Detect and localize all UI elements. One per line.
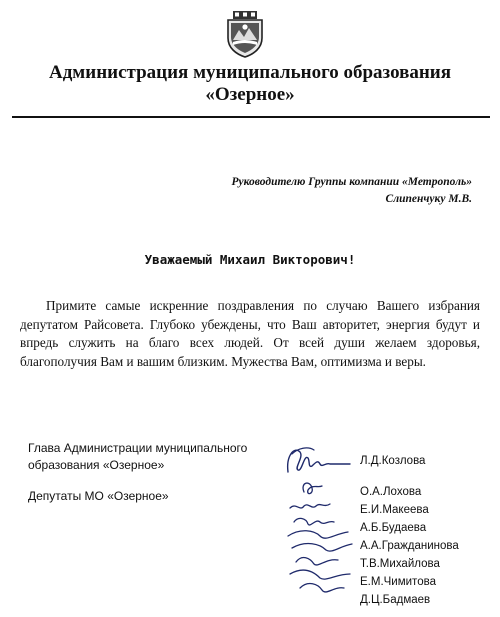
deputy-name: Д.Ц.Бадмаев bbox=[360, 594, 431, 606]
salutation: Уважаемый Михаил Викторович! bbox=[144, 252, 356, 267]
coat-of-arms-icon bbox=[225, 10, 265, 58]
header-divider bbox=[12, 116, 490, 118]
organization-title-line-1: Администрация муниципального образования bbox=[48, 62, 452, 83]
organization-title-line-2: «Озерное» bbox=[205, 84, 295, 105]
deputy-name: Е.М.Чимитова bbox=[360, 576, 436, 588]
recipient-name: Слипенчуку М.В. bbox=[385, 193, 472, 205]
organization-title bbox=[0, 62, 500, 106]
deputies-signatures bbox=[270, 478, 360, 608]
deputy-name: А.Б.Будаева bbox=[360, 522, 427, 534]
head-title-line-2: образования «Озерное» bbox=[28, 458, 165, 472]
recipient-block bbox=[232, 174, 472, 208]
deputy-name: А.А.Гражданинова bbox=[360, 540, 459, 552]
recipient-position: Руководителю Группы компании «Метрополь» bbox=[231, 176, 472, 188]
deputy-name: Т.В.Михайлова bbox=[360, 558, 440, 570]
head-signature bbox=[284, 442, 354, 478]
head-name: Л.Д.Козлова bbox=[360, 455, 426, 467]
deputies-label: Депутаты МО «Озерное» bbox=[28, 489, 169, 503]
deputy-name: Е.И.Макеева bbox=[360, 504, 429, 516]
head-title-line-1: Глава Администрации муниципального bbox=[28, 441, 248, 455]
letter-body: Примите самые искренние поздравления по случаю Вашего избрания депутатом Райсовета. Глубоко убеждены, что Ваш авторитет, энергия будут и впредь служить на благо всех людей. От всей души желаем здоровья, благополучия Вам и вашим близким. Мужества Вам, оптимизма и веры. bbox=[20, 298, 480, 369]
head-title-block bbox=[28, 440, 268, 474]
deputy-name: О.А.Лохова bbox=[360, 486, 422, 498]
